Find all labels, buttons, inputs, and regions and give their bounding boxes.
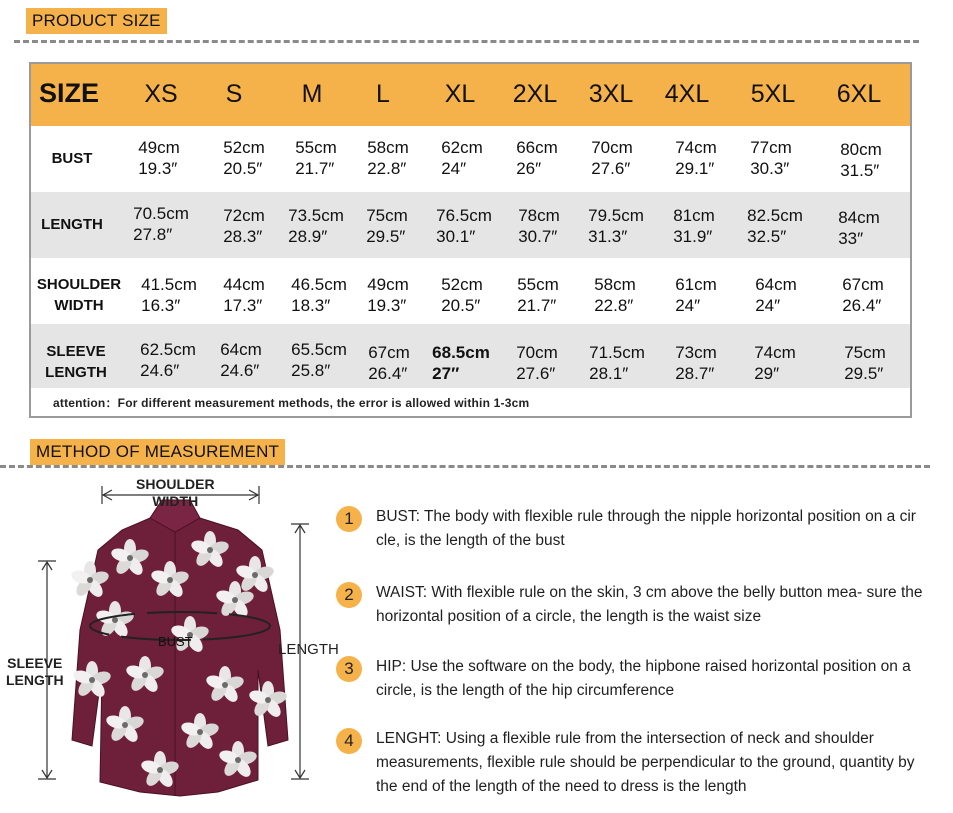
step-text: BUST: The body with flexible rule through the nipple horizontal position on a cir cle, is the length of the bust [376, 508, 916, 549]
cell: 74cm 29.1″ [675, 138, 717, 178]
header-4xl: 4XL [664, 80, 710, 108]
header-m: M [301, 80, 323, 108]
step-text: HIP: Use the software on the body, the hipbone raised horizontal position on a circle, is the length of the hip circumference [376, 658, 911, 699]
cell: 58cm 22.8″ [367, 138, 409, 178]
cell: 66cm 26″ [516, 138, 558, 178]
size-table [29, 62, 912, 418]
cell: 70.5cm 27.8″ [133, 204, 189, 244]
cell: 49cm 19.3″ [367, 275, 409, 315]
header-xl: XL [444, 80, 476, 108]
step-text: WAIST: With flexible rule on the skin, 3 cm above the belly button mea- sure the horizontal position of a circle, the length is the waist size [376, 584, 923, 625]
cell: 64cm 24″ [755, 275, 797, 315]
cell: 41.5cm 16.3″ [141, 275, 197, 315]
row-label-sleeve-length: SLEEVE LENGTH [45, 343, 107, 381]
cell: 78cm 30.7″ [518, 206, 560, 246]
header-size: SIZE [39, 78, 100, 108]
sleeve-length-label: SLEEVE LENGTH [6, 655, 64, 688]
cell: 77cm 30.3″ [750, 138, 792, 178]
cell: 65.5cm 25.8″ [291, 340, 347, 380]
header-l: L [376, 80, 390, 108]
cell: 72cm 28.3″ [223, 206, 265, 246]
header-6xl: 6XL [836, 80, 882, 108]
table-row [31, 192, 910, 258]
shirt-illustration [0, 470, 340, 813]
cell: 55cm 21.7″ [517, 275, 559, 315]
row-label-shoulder-width: SHOULDER WIDTH [36, 276, 122, 314]
size-table-header [31, 64, 910, 126]
length-label: LENGTH [278, 641, 339, 658]
step-number-badge: 4 [336, 728, 362, 754]
cell: 82.5cm 32.5″ [747, 206, 803, 246]
step-number-badge: 3 [336, 656, 362, 682]
cell: 73.5cm 28.9″ [288, 206, 344, 246]
header-xs: XS [144, 80, 178, 108]
cell: 67cm 26.4″ [368, 343, 410, 383]
header-s: S [225, 80, 243, 108]
cell: 73cm 28.7″ [675, 343, 717, 383]
cell: 70cm 27.6″ [516, 343, 558, 383]
step-number-badge: 2 [336, 582, 362, 608]
header-3xl: 3XL [588, 80, 634, 108]
shoulder-width-label: SHOULDER WIDTH [136, 476, 215, 509]
step-number-badge: 1 [336, 506, 362, 532]
cell: 44cm 17.3″ [223, 275, 265, 315]
bust-label: BUST [158, 634, 193, 649]
header-5xl: 5XL [750, 80, 796, 108]
cell: 74cm 29″ [754, 343, 796, 383]
attention-note: attention：For different measurement methods, the error is allowed within 1-3cm [53, 396, 530, 410]
cell: 75cm 29.5″ [366, 206, 408, 246]
header-2xl: 2XL [512, 80, 558, 108]
cell: 75cm 29.5″ [844, 343, 886, 383]
cell: 79.5cm 31.3″ [588, 206, 644, 246]
cell: 80cm 31.5″ [840, 140, 882, 180]
cell: 52cm 20.5″ [441, 275, 483, 315]
cell: 70cm 27.6″ [591, 138, 633, 178]
cell: 81cm 31.9″ [673, 206, 715, 246]
cell: 49cm 19.3″ [138, 138, 180, 178]
cell: 67cm 26.4″ [842, 275, 884, 315]
cell: 52cm 20.5″ [223, 138, 265, 178]
measurement-tag: METHOD OF MEASUREMENT [30, 439, 285, 465]
cell: 62cm 24″ [441, 138, 483, 178]
cell: 58cm 22.8″ [594, 275, 636, 315]
cell: 46.5cm 18.3″ [291, 275, 347, 315]
divider [0, 465, 930, 468]
cell: 64cm 24.6″ [220, 340, 262, 380]
cell: 68.5cm 27″ [432, 343, 490, 383]
cell: 76.5cm 30.1″ [436, 206, 492, 246]
table-row [31, 324, 910, 388]
table-row [31, 126, 910, 192]
divider [14, 40, 919, 43]
row-label-bust: BUST [51, 150, 93, 167]
cell: 71.5cm 28.1″ [589, 343, 645, 383]
cell: 55cm 21.7″ [295, 138, 337, 178]
cell: 61cm 24″ [675, 275, 717, 315]
table-row [31, 258, 910, 324]
product-size-tag: PRODUCT SIZE [26, 8, 167, 34]
cell: 62.5cm 24.6″ [140, 340, 196, 380]
cell: 84cm 33″ [838, 208, 880, 248]
row-label-length: LENGTH [41, 216, 103, 233]
step-text: LENGHT: Using a flexible rule from the intersection of neck and shoulder measurements, flexible rule should be perpendicular to the ground, quantity by the end of the length of the need to dress is the length [376, 730, 915, 795]
